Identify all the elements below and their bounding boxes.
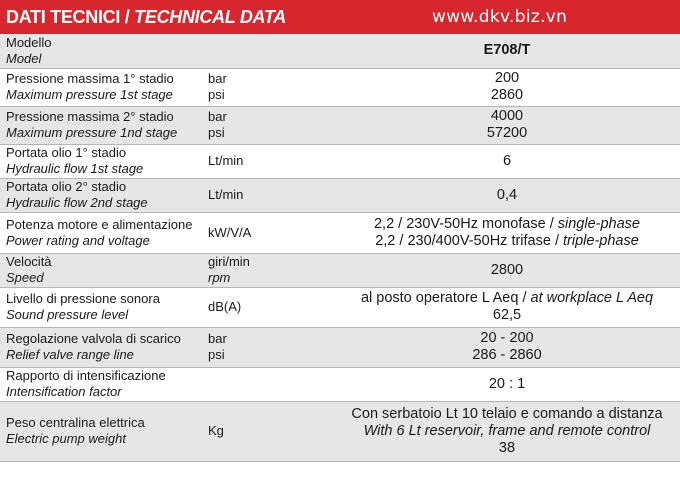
value-line [334,125,680,142]
value-cell [334,68,680,106]
parameter-name-en: Relief valve range line [6,347,134,362]
unit-cell [206,144,334,178]
value-line [334,262,680,279]
value-text: 57200 [486,125,528,141]
table-row [0,287,680,327]
value-text: 200 [494,70,520,86]
value-line [334,376,680,393]
value-text: 2,2 / 230/400V-50Hz trifase / [375,232,564,249]
parameter-name-en: Sound pressure level [6,307,129,322]
unit-secondary: psi [208,87,225,102]
parameter-name-en: Model [6,50,42,66]
parameter-name-it: Modello [6,34,52,50]
unit-primary: dB(A) [208,299,242,314]
parameter-cell [0,34,206,68]
value-line [334,187,680,204]
value-text: 286 - 2860 [472,347,542,363]
table-row [0,253,680,287]
unit-cell [206,253,334,287]
value-text: 20 : 1 [488,375,526,392]
unit-secondary: rpm [208,270,231,285]
value-line [334,290,680,307]
unit-primary: Lt/min [208,187,244,202]
value-cell [334,144,680,178]
parameter-name-it: Velocità [6,254,52,269]
table-row [0,178,680,212]
value-line [334,347,680,364]
table-row [0,68,680,106]
table-row [0,212,680,253]
table-row [0,401,680,461]
parameter-name-en: Hydraulic flow 2nd stage [6,195,148,210]
value-line [334,70,680,87]
unit-cell [206,34,334,68]
parameter-name-en: Electric pump weight [6,431,126,446]
value-cell [334,34,680,68]
value-text: 38 [498,439,516,456]
parameter-name-it: Peso centralina elettrica [6,415,145,430]
value-text-italic: With 6 Lt reservoir, frame and remote control [363,422,651,439]
value-text: al posto operatore L Aeq / [360,290,531,306]
header-separator: / [120,6,135,27]
value-cell [334,178,680,212]
value-text: 62,5 [492,307,522,323]
unit-cell [206,401,334,461]
parameter-name-it: Portata olio 2° stadio [6,179,127,194]
parameter-name-en: Power rating and voltage [6,232,150,248]
value-text: 2,2 / 230V-50Hz monofase / [373,215,558,232]
unit-secondary: psi [208,347,225,362]
value-cell [334,253,680,287]
value-cell [334,327,680,367]
unit-cell [206,367,334,401]
unit-primary: bar [208,71,227,86]
parameter-cell [0,401,206,461]
parameter-cell [0,212,206,253]
unit-primary: kW/V/A [208,224,252,240]
value-text: 2860 [490,87,524,103]
value-text: 6 [502,152,512,169]
value-text: E708/T [483,42,531,59]
value-line [334,233,680,250]
parameter-cell [0,68,206,106]
parameter-name-en: Speed [6,270,44,285]
value-line [334,42,680,59]
parameter-cell [0,106,206,144]
section-header [0,0,680,34]
website-link[interactable]: www.dkv.biz.vn [432,7,568,27]
value-line [334,153,680,170]
unit-primary: giri/min [208,254,250,269]
unit-cell [206,287,334,327]
table-row [0,34,680,68]
parameter-name-it: Pressione massima 2° stadio [6,109,174,124]
value-cell [334,367,680,401]
table-row [0,106,680,144]
header-title-en: TECHNICAL DATA [134,6,286,27]
parameter-name-en: Maximum pressure 1st stage [6,87,173,102]
parameter-name-it: Rapporto di intensificazione [6,368,166,383]
value-line [334,307,680,324]
value-line [334,108,680,125]
unit-primary: bar [208,109,227,124]
value-text: 2800 [490,261,524,278]
unit-primary: bar [208,331,227,346]
value-text: 20 - 200 [480,330,534,346]
spec-table [0,34,680,462]
header-title-it: DATI TECNICI [6,6,121,27]
parameter-name-it: Livello di pressione sonora [6,291,160,306]
value-line [334,423,680,440]
value-line [334,216,680,233]
value-cell [334,106,680,144]
value-text-italic: single-phase [557,215,640,232]
unit-cell [206,178,334,212]
table-row [0,327,680,367]
parameter-cell [0,287,206,327]
parameter-cell [0,144,206,178]
parameter-name-en: Maximum pressure 1nd stage [6,125,178,140]
value-text: 4000 [490,108,524,124]
unit-cell [206,68,334,106]
unit-cell [206,327,334,367]
table-row [0,367,680,401]
parameter-cell [0,367,206,401]
table-row [0,144,680,178]
value-line [334,330,680,347]
value-text: Con serbatoio Lt 10 telaio e comando a distanza [351,405,663,422]
value-text: 0,4 [496,186,518,203]
value-cell [334,287,680,327]
value-line [334,440,680,457]
unit-cell [206,212,334,253]
parameter-name-en: Intensification factor [6,384,122,399]
value-line [334,87,680,104]
value-text-italic: triple-phase [563,232,639,249]
header-title [6,7,286,28]
parameter-cell [0,253,206,287]
value-text-italic: at workplace L Aeq [530,290,654,306]
unit-primary: Kg [208,423,224,438]
unit-secondary: psi [208,125,225,140]
parameter-name-it: Regolazione valvola di scarico [6,331,181,346]
parameter-cell [0,327,206,367]
value-cell [334,212,680,253]
parameter-cell [0,178,206,212]
parameter-name-it: Potenza motore e alimentazione [6,216,193,232]
value-cell [334,401,680,461]
value-line [334,406,680,423]
unit-primary: Lt/min [208,153,244,168]
parameter-name-it: Portata olio 1° stadio [6,145,127,160]
unit-cell [206,106,334,144]
parameter-name-it: Pressione massima 1° stadio [6,71,174,86]
parameter-name-en: Hydraulic flow 1st stage [6,161,144,176]
